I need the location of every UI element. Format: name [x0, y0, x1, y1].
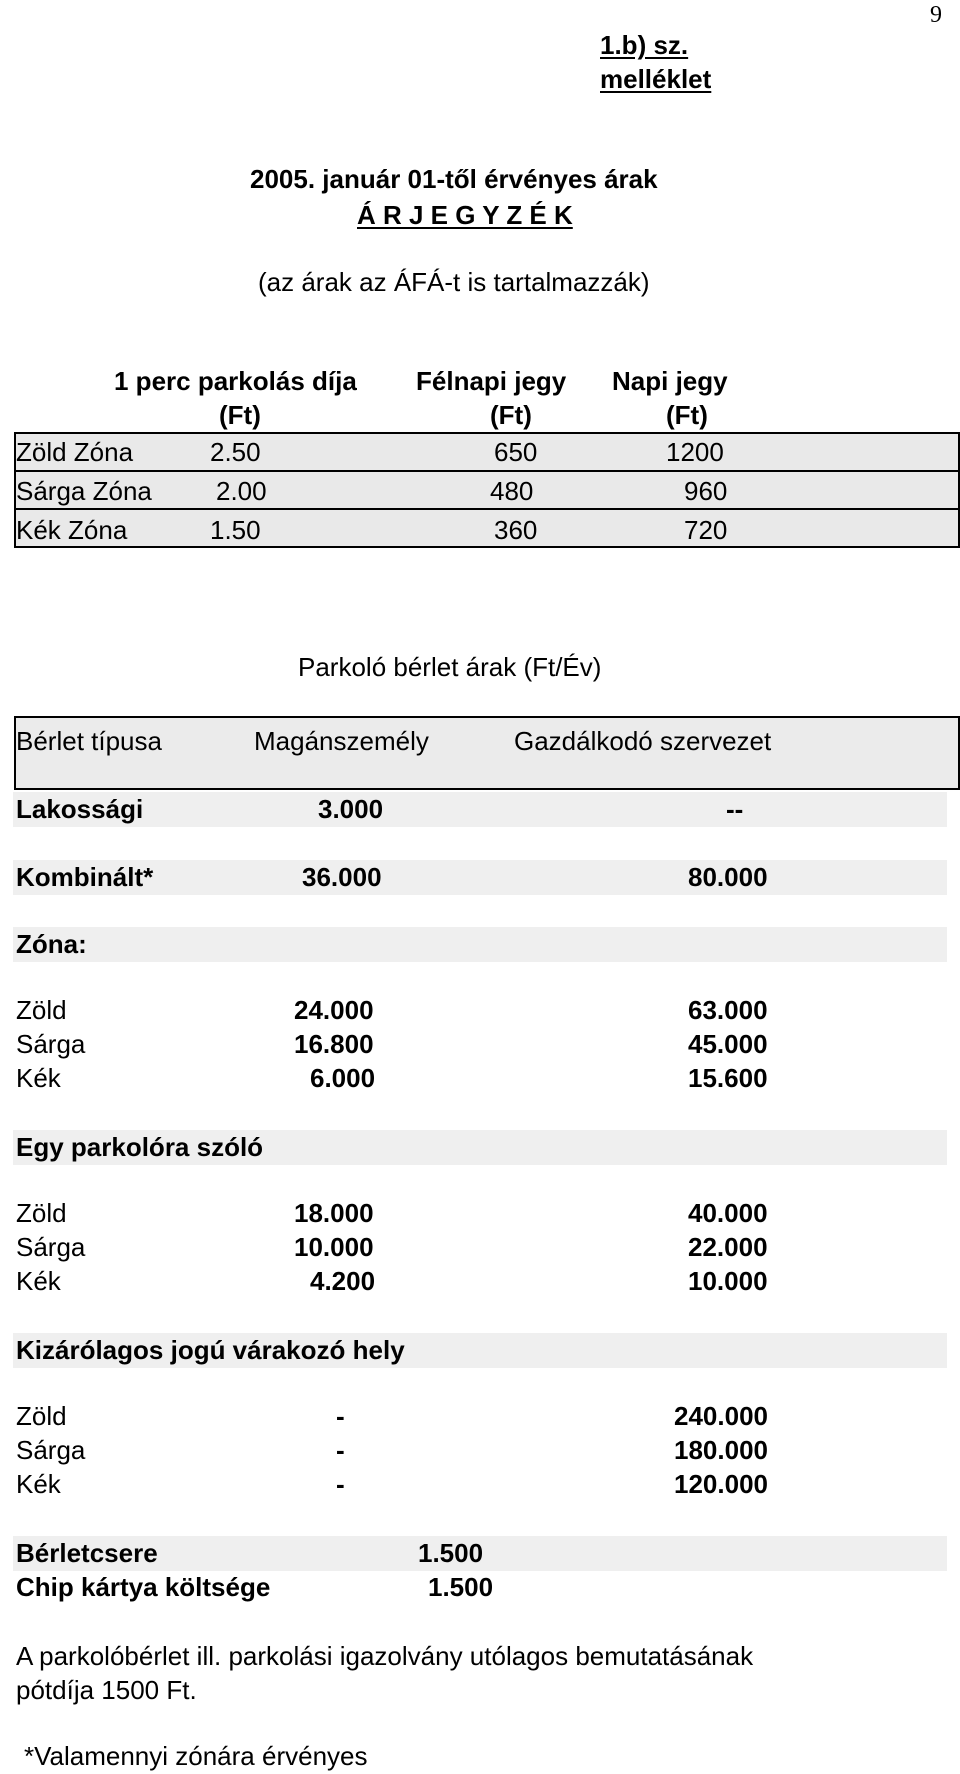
- zone-blue-per-minute: 1.50: [210, 515, 261, 545]
- vat-note: (az árak az ÁFÁ-t is tartalmazzák): [258, 267, 650, 297]
- exclusive-business: 240.000: [674, 1401, 768, 1431]
- surcharge-note-line2: pótdíja 1500 Ft.: [16, 1675, 197, 1705]
- fee-value-chip-card: 1.500: [428, 1572, 494, 1602]
- exclusive-name: Sárga: [16, 1435, 86, 1465]
- section-label-exclusive: Kizárólagos jogú várakozó hely: [16, 1335, 405, 1365]
- single-spot-name: Sárga: [16, 1232, 86, 1262]
- zone-table-divider: [14, 508, 960, 510]
- single-spot-business: 22.000: [688, 1232, 768, 1262]
- col-header-half-day-unit: (Ft): [490, 400, 532, 430]
- section-shade: [13, 927, 947, 962]
- zone-yellow-half-day: 480: [490, 476, 534, 506]
- col-header-half-day: Félnapi jegy: [416, 366, 567, 396]
- zone-name-green: Zöld Zóna: [16, 437, 134, 467]
- zone-name-blue: Kék Zóna: [16, 515, 128, 545]
- zone-table-border: [14, 432, 960, 548]
- fee-label-pass-exchange: Bérletcsere: [16, 1538, 158, 1568]
- zone-pass-private: 6.000: [310, 1063, 376, 1093]
- section-label-zone: Zóna:: [16, 929, 87, 959]
- single-spot-business: 10.000: [688, 1266, 768, 1296]
- single-spot-private: 4.200: [310, 1266, 376, 1296]
- price-list-title: Á R J E G Y Z É K: [357, 200, 573, 230]
- single-spot-business: 40.000: [688, 1198, 768, 1228]
- zone-name-yellow: Sárga Zóna: [16, 476, 152, 506]
- zone-green-per-minute: 2.50: [210, 437, 261, 467]
- exclusive-business: 180.000: [674, 1435, 768, 1465]
- zone-blue-day: 720: [684, 515, 728, 545]
- section-label-single-spot: Egy parkolóra szóló: [16, 1132, 264, 1162]
- zone-table-divider: [14, 470, 960, 472]
- exclusive-private: -: [336, 1435, 345, 1465]
- zone-blue-half-day: 360: [494, 515, 538, 545]
- zone-yellow-day: 960: [684, 476, 728, 506]
- pass-row-business-value: --: [726, 794, 744, 824]
- annex-label-line2: melléklet: [600, 64, 712, 94]
- pass-row-label: Kombinált*: [16, 862, 154, 892]
- exclusive-name: Zöld: [16, 1401, 67, 1431]
- fee-value-pass-exchange: 1.500: [418, 1538, 484, 1568]
- col-header-day-unit: (Ft): [666, 400, 708, 430]
- pass-row-private-value: 3.000: [318, 794, 384, 824]
- pass-col-private: Magánszemély: [254, 726, 429, 756]
- zone-pass-private: 16.800: [294, 1029, 374, 1059]
- zone-pass-private: 24.000: [294, 995, 374, 1025]
- annex-label-line1: 1.b) sz.: [600, 30, 689, 60]
- surcharge-note-line1: A parkolóbérlet ill. parkolási igazolvány utólagos bemutatásának: [16, 1641, 754, 1671]
- exclusive-name: Kék: [16, 1469, 61, 1499]
- zone-yellow-per-minute: 2.00: [216, 476, 267, 506]
- pass-col-type: Bérlet típusa: [16, 726, 162, 756]
- single-spot-name: Zöld: [16, 1198, 67, 1228]
- page-number: 9: [930, 2, 942, 28]
- single-spot-name: Kék: [16, 1266, 61, 1296]
- row-shade: [13, 792, 947, 827]
- pass-row-label: Lakossági: [16, 794, 144, 824]
- zone-pass-name: Kék: [16, 1063, 61, 1093]
- col-header-day: Napi jegy: [612, 366, 728, 396]
- exclusive-private: -: [336, 1401, 345, 1431]
- exclusive-private: -: [336, 1469, 345, 1499]
- pass-col-business: Gazdálkodó szervezet: [514, 726, 772, 756]
- exclusive-business: 120.000: [674, 1469, 768, 1499]
- zone-green-half-day: 650: [494, 437, 538, 467]
- pass-row-business-value: 80.000: [688, 862, 768, 892]
- fee-label-chip-card: Chip kártya költsége: [16, 1572, 271, 1602]
- zone-pass-business: 63.000: [688, 995, 768, 1025]
- validity-date-heading: 2005. január 01-től érvényes árak: [250, 164, 658, 194]
- zone-pass-name: Sárga: [16, 1029, 86, 1059]
- zone-pass-business: 15.600: [688, 1063, 768, 1093]
- zone-pass-business: 45.000: [688, 1029, 768, 1059]
- zone-green-day: 1200: [666, 437, 724, 467]
- zone-pass-name: Zöld: [16, 995, 67, 1025]
- col-header-per-minute: 1 perc parkolás díja: [114, 366, 357, 396]
- col-header-per-minute-unit: (Ft): [219, 400, 261, 430]
- footnote: *Valamennyi zónára érvényes: [24, 1741, 368, 1771]
- pass-row-private-value: 36.000: [302, 862, 382, 892]
- pass-prices-title: Parkoló bérlet árak (Ft/Év): [298, 652, 602, 682]
- single-spot-private: 10.000: [294, 1232, 374, 1262]
- single-spot-private: 18.000: [294, 1198, 374, 1228]
